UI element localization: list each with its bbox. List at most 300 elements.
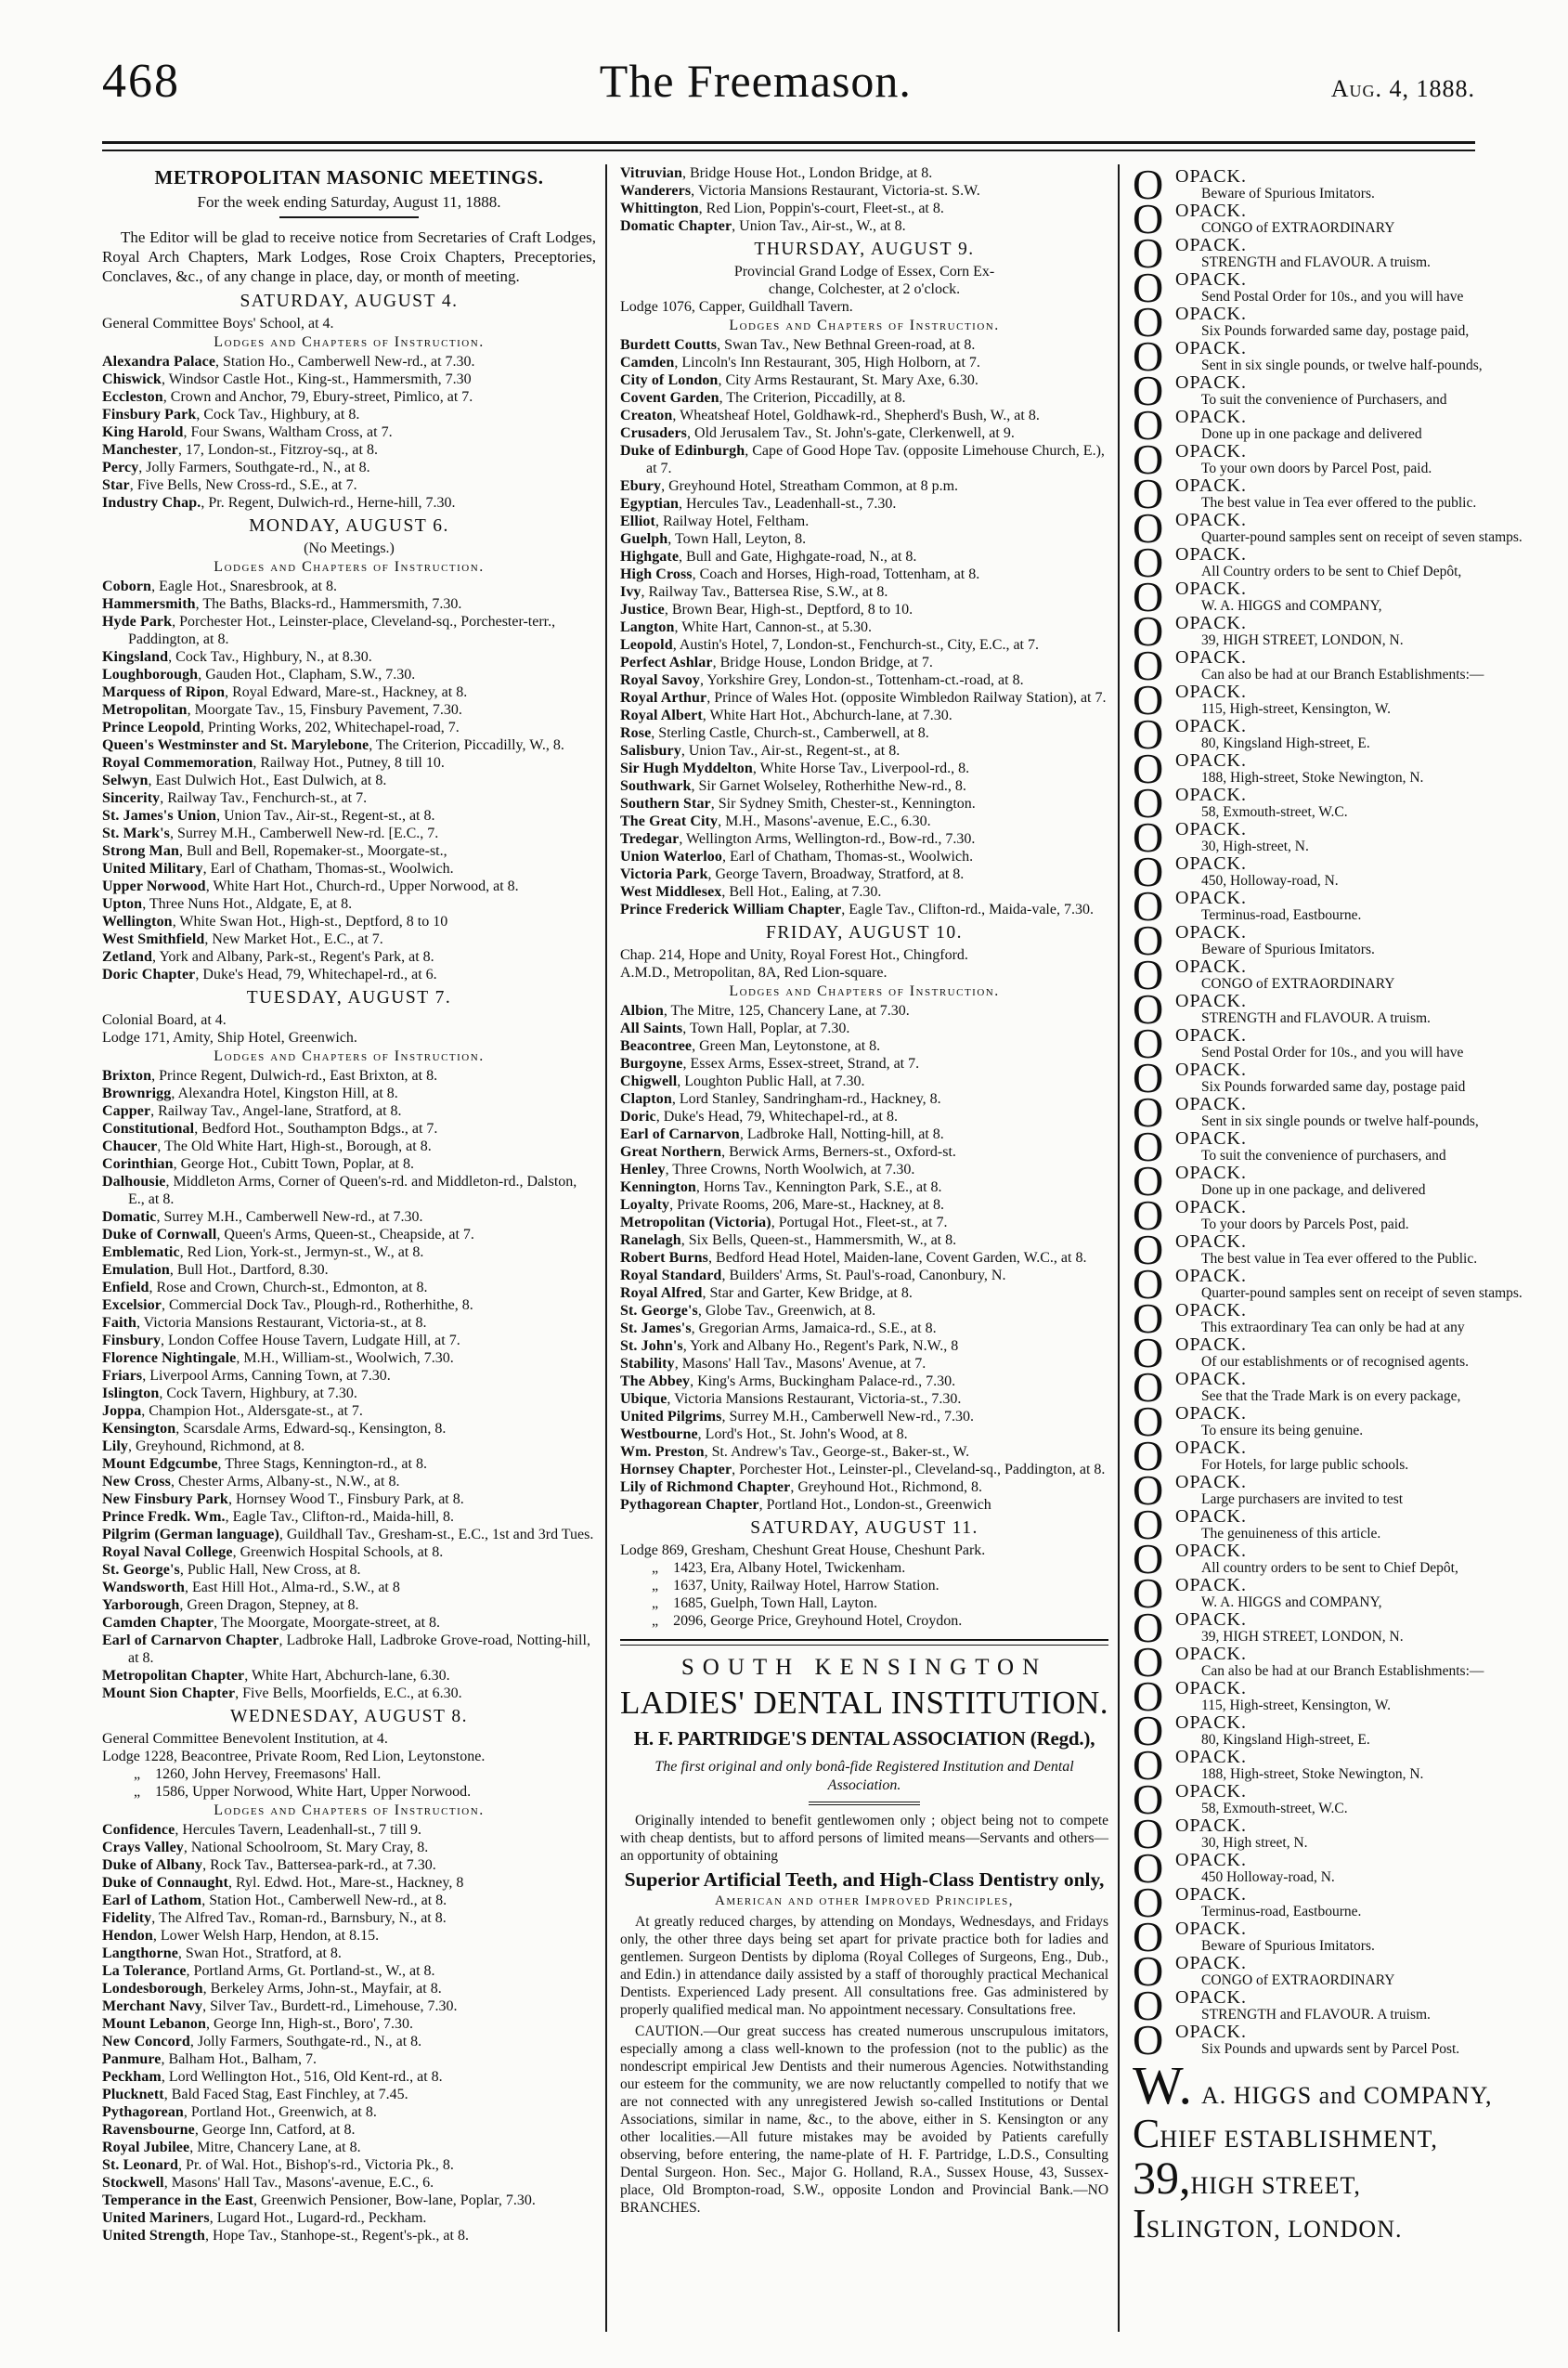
loi-entry: Royal Alfred, Star and Garter, Kew Bridge, at 8. — [620, 1285, 913, 1301]
opack-line: Six Pounds forwarded same day, postage paid — [1201, 1079, 1466, 1095]
lodge-name: Manchester — [102, 442, 178, 458]
lodge-name: Royal Commemoration — [102, 755, 253, 771]
loi-entry: Langthorne, Swan Hot., Stratford, at 8. — [102, 1945, 342, 1961]
opack-brand: OPACK. — [1175, 1060, 1247, 1080]
opack-brand: OPACK. — [1175, 1815, 1247, 1836]
loi-entry: Wandsworth, East Hill Hot., Alma-rd., S.W., at 8 — [102, 1580, 400, 1595]
loi-entry: Domatic Chapter, Union Tav., Air-st., W., at 8. — [620, 218, 906, 234]
opack-item — [1133, 779, 1523, 826]
lodge-name: St. Mark's — [102, 826, 170, 841]
opack-drop-cap: O — [1133, 1638, 1164, 1685]
opack-drop-cap: O — [1133, 1604, 1164, 1651]
lodge-name: Star — [102, 477, 130, 493]
lodge-name: Zetland — [102, 949, 153, 965]
opack-brand: OPACK. — [1175, 750, 1247, 771]
opack-item — [1133, 1432, 1523, 1479]
subtitle-rule — [279, 216, 419, 218]
opack-line: The best value in Tea ever offered to the public. — [1201, 495, 1477, 511]
loi-entry: Southwark, Sir Garnet Wolseley, Rotherhithe New-rd., 8. — [620, 778, 966, 794]
opack-drop-cap: O — [1133, 1672, 1164, 1720]
lodge-name: New Concord — [102, 2034, 190, 2049]
lodge-name: Mount Edgcumbe — [102, 1456, 218, 1472]
loi-entry: St. George's, Globe Tav., Greenwich, at 8. — [620, 1303, 876, 1319]
loi-entry: Ubique, Victoria Mansions Restaurant, Victoria-st., 7.30. — [620, 1391, 962, 1407]
loi-entry: Earl of Lathom, Station Hot., Camberwell New-rd., at 8. — [102, 1893, 447, 1908]
lodge-name: Finsbury Park — [102, 407, 197, 423]
loi-entry: West Smithfield, New Market Hot., E.C., at 7. — [102, 931, 383, 947]
opack-brand: OPACK. — [1175, 819, 1247, 839]
lodge-name: Leopold — [620, 637, 673, 653]
opack-brand: OPACK. — [1175, 1231, 1247, 1252]
opack-item — [1133, 332, 1523, 380]
opack-line: STRENGTH and FLAVOUR. A truism. — [1201, 1010, 1431, 1026]
lodge-name: Londesborough — [102, 1981, 203, 1997]
opack-line: Sent in six single pounds or twelve half-pounds, — [1201, 1113, 1479, 1129]
lodge-name: Sir Hugh Myddelton — [620, 761, 753, 776]
loi-entry: Albion, The Mitre, 125, Chancery Lane, at 7.30. — [620, 1003, 910, 1019]
loi-entry: Royal Commemoration, Railway Hot., Putney, 8 till 10. — [102, 755, 445, 771]
day-heading: SATURDAY, AUGUST 4. — [240, 292, 459, 311]
opack-drop-cap: O — [1133, 882, 1164, 930]
loi-entry: Confidence, Hercules Tavern, Leadenhall-st., 7 till 9. — [102, 1822, 421, 1838]
loi-entry: Vitruvian, Bridge House Hot., London Bridge, at 8. — [620, 165, 933, 181]
loi-entry: Stability, Masons' Hall Tav., Masons' Avenue, at 7. — [620, 1356, 927, 1372]
lodge-name: Loyalty — [620, 1197, 670, 1213]
loi-entry: Loyalty, Private Rooms, 206, Mare-st., Hackney, at 8. — [620, 1197, 944, 1213]
opack-item — [1133, 1776, 1523, 1823]
lodge-name: Hendon — [102, 1928, 153, 1944]
opack-footer-row — [1133, 2201, 1523, 2246]
loi-entry: Camden Chapter, The Moorgate, Moorgate-street, at 8. — [102, 1615, 441, 1631]
loi-entry: Royal Savoy, Yorkshire Grey, London-st., Tottenham-ct.-road, at 8. — [620, 672, 1024, 688]
opack-brand: OPACK. — [1175, 1438, 1247, 1458]
advert-principles: American and other Improved Principles, — [714, 1893, 1015, 1908]
left-listings — [102, 292, 596, 2244]
opack-drop-cap: O — [1133, 436, 1164, 483]
opack-item — [1133, 573, 1523, 620]
opack-drop-cap: O — [1133, 917, 1164, 964]
opack-drop-cap: O — [1133, 951, 1164, 998]
advert-paragraph: At greatly reduced charges, by attending on Mondays, Wednesdays, and Fridays only, the other three days being set apart for private practice both for ladies and gentlemen. Surgeon Dentists by diploma (Royal Colleges of Surgeons, Eng., Dub., and Edin.) in attendance daily assisted by a staff of thoroughly practical Mechanical Dentists. Experienced Lady present. All consultations free. Gas administered by properly qualified medical man. No appointment necessary. Consultations free. — [620, 1914, 1109, 2018]
opack-line: 80, Kingsland High-street, E. — [1201, 1732, 1370, 1748]
opack-brand: OPACK. — [1175, 1403, 1247, 1424]
opack-item — [1133, 1810, 1523, 1857]
opack-brand: OPACK. — [1175, 1575, 1247, 1595]
dental-advert — [620, 1639, 1108, 2217]
lodge-name: Domatic — [102, 1209, 157, 1225]
loi-entry: Londesborough, Berkeley Arms, John-st., Mayfair, at 8. — [102, 1981, 442, 1997]
opack-brand: OPACK. — [1175, 1781, 1247, 1802]
opack-line: To your doors by Parcels Post, paid. — [1201, 1217, 1409, 1232]
loi-entry: Earl of Carnarvon, Ladbroke Hall, Notting-hill, at 8. — [620, 1126, 944, 1142]
masthead-title: The Freemason. — [599, 55, 912, 107]
lodge-name: St. George's — [620, 1303, 698, 1319]
lodge-name: Langton — [620, 619, 675, 635]
loi-entry: Langton, White Hart, Cannon-st., at 5.30. — [620, 619, 873, 635]
lodge-name: Wanderers — [620, 183, 692, 199]
opack-item — [1133, 264, 1523, 311]
advert-subtitle: H. F. PARTRIDGE'S DENTAL ASSOCIATION (Regd.), — [633, 1727, 1095, 1750]
opack-brand: OPACK. — [1175, 269, 1247, 290]
loi-entry: Salisbury, Union Tav., Air-st., Regent-st., at 8. — [620, 743, 901, 759]
opack-brand: OPACK. — [1175, 1609, 1247, 1630]
loi-entry: Doric Chapter, Duke's Head, 79, Whitechapel-rd., at 6. — [102, 967, 437, 982]
loi-entry: Islington, Cock Tavern, Highbury, at 7.30. — [102, 1386, 357, 1401]
lodge-name: Royal Jubilee — [102, 2140, 190, 2155]
lodge-name: Southern Star — [620, 796, 711, 812]
lodge-name: Prince Fredk. Wm. — [102, 1509, 226, 1525]
lodge-name: Stockwell — [102, 2175, 164, 2191]
loi-entry: Pilgrim (German language), Guildhall Tav., Gresham-st., E.C., 1st and 3rd Tues. — [102, 1527, 594, 1542]
lodge-name: Confidence — [102, 1822, 175, 1838]
columns — [102, 161, 1523, 2332]
loi-entry: Creaton, Wheatsheaf Hotel, Goldhawk-rd., Shepherd's Bush, W., at 8. — [620, 408, 1040, 423]
opack-brand: OPACK. — [1175, 785, 1247, 805]
opack-drop-cap: O — [1133, 1947, 1164, 1995]
opack-brand: OPACK. — [1175, 372, 1247, 393]
opack-drop-cap: O — [1133, 229, 1164, 277]
opack-brand: OPACK. — [1175, 1953, 1247, 1973]
lodge-name: Constitutional — [102, 1121, 195, 1137]
loi-entry: The Abbey, King's Arms, Buckingham Palace-rd., 7.30. — [620, 1373, 956, 1389]
loi-entry: United Military, Earl of Chatham, Thomas-st., Woolwich. — [102, 861, 454, 877]
lodge-name: St. James's — [620, 1321, 692, 1336]
loi-entry: St. Mark's, Surrey M.H., Camberwell New-rd. [E.C., 7. — [102, 826, 439, 841]
lodge-name: Brixton — [102, 1068, 152, 1084]
pre-entry: General Committee Boys' School, at 4. — [102, 316, 334, 332]
loi-entry: Manchester, 17, London-st., Fitzroy-sq., at 8. — [102, 442, 378, 458]
opack-drop-cap: O — [1133, 332, 1164, 380]
lodge-name: Stability — [620, 1356, 675, 1372]
loi-entry: Emblematic, Red Lion, York-st., Jermyn-st., W., at 8. — [102, 1244, 424, 1260]
loi-heading: Lodges and Chapters of Instruction. — [214, 1802, 485, 1818]
opack-line: Done up in one package, and delivered — [1201, 1182, 1426, 1198]
loi-entry: Egyptian, Hercules Tav., Leadenhall-st., 7.30. — [620, 496, 897, 512]
lodge-name: City of London — [620, 372, 719, 388]
opack-line: Can also be had at our Branch Establishments:— — [1201, 667, 1484, 683]
lodge-name: Royal Standard — [620, 1268, 722, 1283]
opack-drop-cap: O — [1133, 401, 1164, 449]
lodge-name: Camden Chapter — [102, 1615, 214, 1631]
opack-item — [1133, 1638, 1523, 1685]
opack-drop-cap: O — [1133, 1226, 1164, 1273]
opack-brand: OPACK. — [1175, 1678, 1247, 1698]
opack-line: For Hotels, for large public schools. — [1201, 1457, 1409, 1473]
loi-entry: Chigwell, Loughton Public Hall, at 7.30. — [620, 1073, 865, 1089]
lodge-name: Domatic Chapter — [620, 218, 732, 234]
opack-drop-cap: O — [1133, 1569, 1164, 1617]
opack-item — [1133, 848, 1523, 895]
lodge-name: Pythagorean — [102, 2104, 184, 2120]
opack-drop-cap: O — [1133, 1020, 1164, 1067]
footer-text: SLINGTON, LONDON. — [1146, 2216, 1403, 2243]
day-heading: THURSDAY, AUGUST 9. — [754, 240, 975, 259]
lodge-name: New Finsbury Park — [102, 1491, 228, 1507]
opack-brand: OPACK. — [1175, 338, 1247, 358]
day-heading: TUESDAY, AUGUST 7. — [246, 988, 452, 1008]
lodge-name: The Abbey — [620, 1373, 691, 1389]
opack-line: Send Postal Order for 10s., and you will have — [1201, 289, 1464, 305]
loi-entry: Kennington, Horns Tav., Kennington Park, S.E., at 8. — [620, 1179, 942, 1195]
loi-entry: Enfield, Rose and Crown, Church-st., Edmonton, at 8. — [102, 1280, 428, 1295]
pre-entry: Chap. 214, Hope and Unity, Royal Forest Hot., Chingford. — [620, 947, 968, 963]
loi-heading: Lodges and Chapters of Instruction. — [214, 1048, 485, 1064]
loi-entry: St. James's Union, Union Tav., Air-st., Regent-st., at 8. — [102, 808, 435, 824]
loi-entry: Great Northern, Berwick Arms, Berners-st., Oxford-st. — [620, 1144, 956, 1160]
opack-item — [1133, 1535, 1523, 1582]
loi-entry: Royal Standard, Builders' Arms, St. Paul's-road, Canonbury, N. — [620, 1268, 1006, 1283]
opack-footer-row — [1133, 2152, 1523, 2204]
issue-date: Aug. 4, 1888. — [1330, 75, 1475, 102]
opack-item — [1133, 1123, 1523, 1170]
lodge-name: The Great City — [620, 813, 719, 829]
opack-line: CONGO of EXTRAORDINARY — [1201, 1972, 1395, 1988]
opack-brand: OPACK. — [1175, 1987, 1247, 2008]
loi-entry: Stockwell, Masons' Hall Tav., Masons'-avenue, E.C., 6. — [102, 2175, 434, 2191]
loi-entry: St. James's, Gregorian Arms, Jamaica-rd., S.E., at 8. — [620, 1321, 937, 1336]
lodge-name: Clapton — [620, 1091, 672, 1107]
column-left — [102, 164, 605, 2332]
loi-entry: Fidelity, The Alfred Tav., Roman-rd., Barnsbury, N., at 8. — [102, 1910, 447, 1926]
loi-entry: Faith, Victoria Mansions Restaurant, Victoria-st., at 8. — [102, 1315, 427, 1331]
opack-line: 30, High-street, N. — [1201, 839, 1309, 854]
opack-line: Beware of Spurious Imitators. — [1201, 942, 1375, 957]
lodge-name: Royal Alfred — [620, 1285, 703, 1301]
lodge-name: West Middlesex — [620, 884, 722, 900]
pre-entry: „ 1637, Unity, Railway Hotel, Harrow Station. — [652, 1578, 940, 1594]
loi-entry: Brixton, Prince Regent, Dulwich-rd., East Brixton, at 8. — [102, 1068, 438, 1084]
opack-footer-row — [1133, 2111, 1523, 2156]
loi-entry: Capper, Railway Tav., Angel-lane, Stratford, at 8. — [102, 1103, 402, 1119]
opack-line: Send Postal Order for 10s., and you will have — [1201, 1045, 1464, 1060]
loi-entry: La Tolerance, Portland Arms, Gt. Portland-st., W., at 8. — [102, 1963, 435, 1979]
loi-entry: Brownrigg, Alexandra Hotel, Kingston Hill, at 8. — [102, 1086, 398, 1101]
loi-entry: Domatic, Surrey M.H., Camberwell New-rd., at 7.30. — [102, 1209, 423, 1225]
loi-entry: Industry Chap., Pr. Regent, Dulwich-rd., Herne-hill, 7.30. — [102, 495, 456, 511]
loi-entry: Corinthian, George Hot., Cubitt Town, Poplar, at 8. — [102, 1156, 414, 1172]
advert-caution: CAUTION.—Our great success has created numerous unscrupulous imitators, especially among a class well-known to the profession (not to the public) as the nondescript empirical Jew Dentists and their numerous Agencies. Notwithstanding our esteem for the community, we are now reluctantly compelled to notify that we are not connected with any unregistered Jewish so-called Institutions or Dental Associations, similar in name, &c., to the above, either in S. Kensington or any other localities.—All future mistakes may be avoided by Patients carefully observing, before entering, the name-plate of H. F. Partridge, L.D.S., Consulting Dental Surgeon. Hon. Sec., Major G. Holland, R.A., Sussex House, 43, Sussex-place, Old Brompton-road, S.W., opposite London and Provincial Bank.—NO BRANCHES. — [620, 2023, 1109, 2216]
opack-drop-cap: O — [1133, 1501, 1164, 1548]
lodge-name: Selwyn — [102, 773, 149, 788]
lodge-name: Lily of Richmond Chapter — [620, 1479, 791, 1495]
opack-line: Quarter-pound samples sent on receipt of seven stamps. — [1201, 1285, 1523, 1301]
lodge-name: United Pilgrims — [620, 1409, 722, 1425]
lodge-name: St. John's — [620, 1338, 683, 1354]
opack-drop-cap: O — [1133, 504, 1164, 552]
loi-entry: King Harold, Four Swans, Waltham Cross, at 7. — [102, 424, 393, 440]
lodge-name: Henley — [620, 1162, 666, 1177]
loi-entry: Marquess of Ripon, Royal Edward, Mare-st., Hackney, at 8. — [102, 684, 468, 700]
opack-brand: OPACK. — [1175, 647, 1247, 668]
opack-drop-cap: O — [1133, 1741, 1164, 1789]
lodge-name: Camden — [620, 355, 675, 371]
opack-item — [1133, 1088, 1523, 1136]
lodge-name: Tredegar — [620, 831, 680, 847]
loi-entry: Beacontree, Green Man, Leytonstone, at 8. — [620, 1038, 881, 1054]
lodge-name: Yarborough — [102, 1597, 180, 1613]
opack-brand: OPACK. — [1175, 1163, 1247, 1183]
opack-brand: OPACK. — [1175, 1197, 1247, 1217]
opack-line: 39, HIGH STREET, LONDON, N. — [1201, 632, 1404, 648]
lodge-name: Hornsey Chapter — [620, 1462, 732, 1477]
loi-entry: Victoria Park, George Tavern, Broadway, Stratford, at 8. — [620, 866, 965, 882]
loi-entry: Wm. Preston, St. Andrew's Tav., George-st., Baker-st., W. — [620, 1444, 970, 1460]
opack-drop-cap: O — [1133, 1844, 1164, 1892]
loi-entry: Mount Lebanon, George Inn, High-st., Boro', 7.30. — [102, 2016, 414, 2032]
lodge-name: Alexandra Palace — [102, 354, 216, 370]
lodge-name: St. Leonard — [102, 2157, 178, 2173]
opack-brand: OPACK. — [1175, 853, 1247, 874]
lodge-name: Creaton — [620, 408, 673, 423]
loi-entry: Yarborough, Green Dragon, Stepney, at 8. — [102, 1597, 359, 1613]
opack-item — [1133, 229, 1523, 277]
opack-item — [1133, 1329, 1523, 1376]
lodge-name: Westbourne — [620, 1426, 698, 1442]
opack-drop-cap: O — [1133, 1295, 1164, 1342]
opack-drop-cap: O — [1133, 1776, 1164, 1823]
opack-drop-cap: O — [1133, 1260, 1164, 1308]
lodge-name: High Cross — [620, 566, 693, 582]
loi-entry: Metropolitan, Moorgate Tav., 15, Finsbury Pavement, 7.30. — [102, 702, 462, 718]
lodge-name: Salisbury — [620, 743, 681, 759]
opack-drop-cap: O — [1133, 539, 1164, 586]
pre-entry: Lodge 1228, Beacontree, Private Room, Red Lion, Leytonstone. — [102, 1749, 486, 1764]
opack-item — [1133, 1879, 1523, 1926]
header-double-rule — [102, 141, 1475, 151]
loi-entry: Crusaders, Old Jerusalem Tav., St. John's-gate, Clerkenwell, at 9. — [620, 425, 1015, 441]
loi-entry: Robert Burns, Bedford Head Hotel, Maiden-lane, Covent Garden, W.C., at 8. — [620, 1250, 1087, 1266]
opack-brand: OPACK. — [1175, 1266, 1247, 1286]
lodge-name: Crays Valley — [102, 1840, 184, 1855]
loi-entry: Sincerity, Railway Tav., Fenchurch-st., at 7. — [102, 790, 368, 806]
opack-drop-cap: O — [1133, 161, 1164, 208]
opack-line: Large purchasers are invited to test — [1201, 1491, 1404, 1507]
loi-entry: Queen's Westminster and St. Marylebone, The Criterion, Piccadilly, W., 8. — [102, 737, 564, 753]
opack-line: Six Pounds forwarded same day, postage paid, — [1201, 323, 1470, 339]
pre-entry: A.M.D., Metropolitan, 8A, Red Lion-square. — [620, 965, 888, 981]
loi-entry: Upper Norwood, White Hart Hot., Church-rd., Upper Norwood, at 8. — [102, 878, 519, 894]
lodge-name: Finsbury — [102, 1333, 162, 1348]
opack-line: 450, Holloway-road, N. — [1201, 873, 1339, 889]
opack-line: STRENGTH and FLAVOUR. A truism. — [1201, 254, 1431, 270]
loi-entry: Prince Frederick William Chapter, Eagle Tav., Clifton-rd., Maida-vale, 7.30. — [620, 902, 1094, 917]
opack-line: All Country orders to be sent to Chief Depôt, — [1201, 564, 1462, 579]
opack-brand: OPACK. — [1175, 991, 1247, 1011]
lodge-name: Highgate — [620, 549, 680, 565]
loi-entry: Elliot, Railway Hotel, Feltham. — [620, 514, 810, 529]
opack-line: Can also be had at our Branch Establishments:— — [1201, 1663, 1484, 1679]
opack-item — [1133, 1947, 1523, 1995]
lodge-name: Burgoyne — [620, 1056, 683, 1072]
lodge-name: Metropolitan — [102, 702, 188, 718]
opack-line: Six Pounds and upwards sent by Parcel Post. — [1201, 2041, 1460, 2057]
lodge-name: Crusaders — [620, 425, 688, 441]
footer-drop-cap: W. — [1133, 2055, 1192, 2115]
lodge-name: Earl of Lathom — [102, 1893, 202, 1908]
loi-entry: Sir Hugh Myddelton, White Horse Tav., Liverpool-rd., 8. — [620, 761, 970, 776]
opack-item — [1133, 607, 1523, 655]
opack-item — [1133, 1054, 1523, 1101]
loi-entry: The Great City, M.H., Masons'-avenue, E.C., 6.30. — [620, 813, 931, 829]
lodge-name: West Smithfield — [102, 931, 205, 947]
loi-entry: United Pilgrims, Surrey M.H., Camberwell New-rd., 7.30. — [620, 1409, 974, 1425]
pre-entry: „ 1685, Guelph, Town Hall, Layton. — [652, 1595, 877, 1611]
pre-entry: (No Meetings.) — [304, 540, 395, 556]
lodge-name: Merchant Navy — [102, 1998, 203, 2014]
loi-entry: Finsbury Park, Cock Tav., Highbury, at 8. — [102, 407, 360, 423]
opack-item — [1133, 1604, 1523, 1651]
opack-brand: OPACK. — [1175, 1128, 1247, 1149]
loi-entry: Eccleston, Crown and Anchor, 79, Ebury-street, Pimlico, at 7. — [102, 389, 473, 405]
loi-entry: Perfect Ashlar, Bridge House, London Bridge, at 7. — [620, 655, 933, 670]
footer-drop-cap: I — [1133, 2201, 1147, 2246]
loi-entry: Loughborough, Gauden Hot., Clapham, S.W., 7.30. — [102, 667, 416, 683]
opack-drop-cap: O — [1133, 2016, 1164, 2063]
opack-item — [1133, 1707, 1523, 1754]
opack-item — [1133, 1569, 1523, 1617]
opack-item — [1133, 917, 1523, 964]
opack-item — [1133, 298, 1523, 345]
opack-line: See that the Trade Mark is on every package, — [1201, 1388, 1461, 1404]
lodge-name: Great Northern — [620, 1144, 722, 1160]
opack-brand: OPACK. — [1175, 1025, 1247, 1046]
loi-entry: Zetland, York and Albany, Park-st., Regent's Park, at 8. — [102, 949, 434, 965]
opack-line: Sent in six single pounds, or twelve half-pounds, — [1201, 358, 1483, 373]
lodge-name: Eccleston — [102, 389, 163, 405]
lodge-name: Wm. Preston — [620, 1444, 705, 1460]
opack-brand: OPACK. — [1175, 1334, 1247, 1355]
opack-item — [1133, 1157, 1523, 1204]
loi-entry: Duke of Connaught, Ryl. Edwd. Hot., Mare-st., Hackney, 8 — [102, 1875, 464, 1891]
opack-brand: OPACK. — [1175, 304, 1247, 324]
opack-drop-cap: O — [1133, 985, 1164, 1033]
lodge-name: Chaucer — [102, 1138, 158, 1154]
loi-entry: Hornsey Chapter, Porchester Hot., Leinster-pl., Cleveland-sq., Paddington, at 8. — [620, 1462, 1106, 1477]
opack-item — [1133, 1020, 1523, 1067]
opack-drop-cap: O — [1133, 813, 1164, 861]
pre-entry: change, Colchester, at 2 o'clock. — [768, 281, 961, 297]
lodge-name: Royal Savoy — [620, 672, 700, 688]
opack-brand: OPACK. — [1175, 1369, 1247, 1389]
lodge-name: Ebury — [620, 478, 662, 494]
opack-drop-cap: O — [1133, 1157, 1164, 1204]
opack-brand: OPACK. — [1175, 922, 1247, 943]
opack-footer-row — [1133, 2055, 1523, 2115]
opack-drop-cap: O — [1133, 1810, 1164, 1857]
loi-entry: Percy, Jolly Farmers, Southgate-rd., N., at 8. — [102, 460, 370, 475]
lodge-name: Capper — [102, 1103, 151, 1119]
lodge-name: Hyde Park — [102, 614, 173, 630]
loi-entry: Friars, Liverpool Arms, Canning Town, at 7.30. — [102, 1368, 391, 1384]
lodge-name: Plucknett — [102, 2087, 164, 2102]
loi-entry: Westbourne, Lord's Hot., St. John's Wood, at 8. — [620, 1426, 908, 1442]
footer-text: HIEF ESTABLISHMENT, — [1160, 2126, 1438, 2153]
opack-item — [1133, 401, 1523, 449]
opack-item — [1133, 1363, 1523, 1411]
loi-entry: Tredegar, Wellington Arms, Wellington-rd., Bow-rd., 7.30. — [620, 831, 976, 847]
loi-entry: Clapton, Lord Stanley, Sandringham-rd., Hackney, 8. — [620, 1091, 941, 1107]
loi-entry: Constitutional, Bedford Hot., Southampton Bdgs., at 7. — [102, 1121, 438, 1137]
lodge-name: Duke of Edinburgh — [620, 443, 745, 459]
lodge-name: Elliot — [620, 514, 655, 529]
opack-brand: OPACK. — [1175, 716, 1247, 736]
lodge-name: Excelsior — [102, 1297, 162, 1313]
lodge-name: Ranelagh — [620, 1232, 681, 1248]
opack-brand: OPACK. — [1175, 1541, 1247, 1561]
lodge-name: Perfect Ashlar — [620, 655, 713, 670]
advert-short-rule — [809, 1802, 920, 1805]
lodge-name: Duke of Connaught — [102, 1875, 228, 1891]
